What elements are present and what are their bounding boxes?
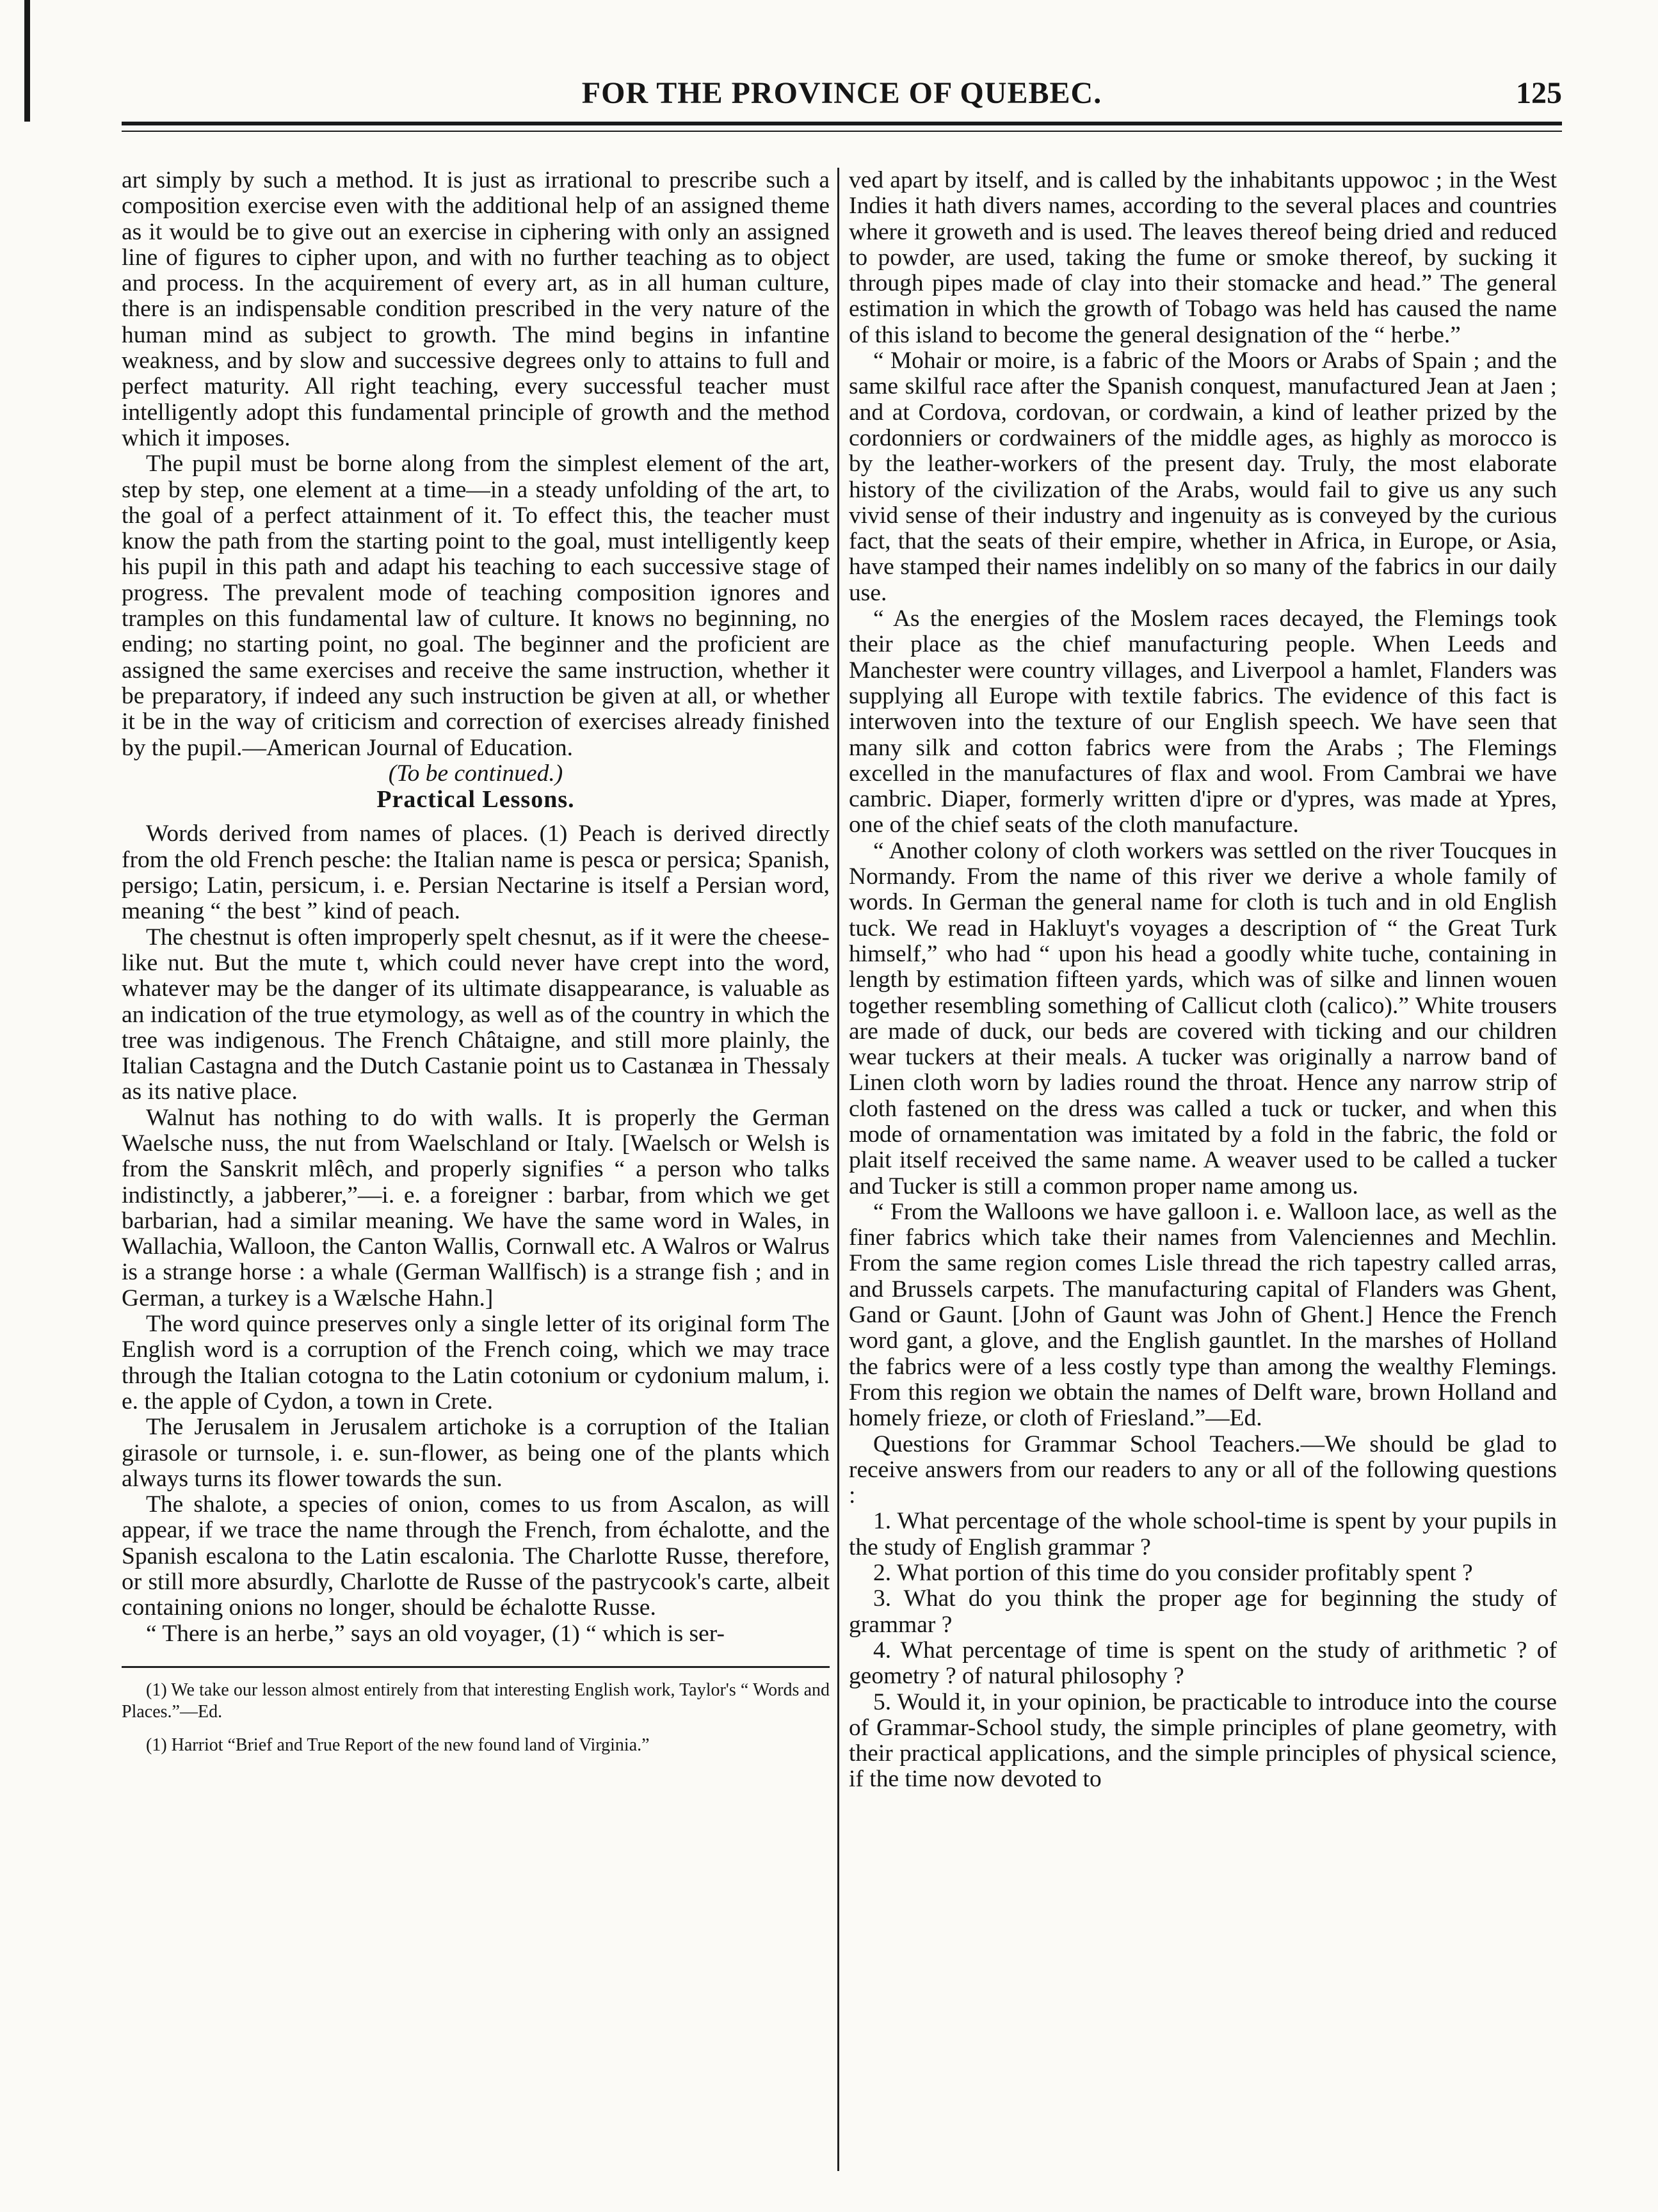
question-item: 2. What portion of this time do you consider profitably spent ?: [873, 1560, 1473, 1587]
paragraph: The word quince preserves only a single letter of its original form The English word is a corruption of the French coing, which we may trace through the Italian cotogna to the Latin cotonium or cydonium malum, i. e. the apple of Cydon, a town in Crete.: [122, 1311, 830, 1415]
right-column: [849, 168, 1557, 1793]
continued-note: (To be continued.): [388, 760, 563, 787]
paragraph: “ Another colony of cloth workers was settled on the river Toucques in Normandy. From the name of this river we derive a whole family of words. In German the general name for cloth is tuch and in old English tuck. We read in Hakluyt's voyages a description of “ the Great Turk himself,” who had “ upon his head a goodly white tuche, containing in length by estimation fifteen yards, which was of silke and linnen wouen together resembling something of Callicut cloth (calico).” White trousers are made of duck, our beds are covered with ticking and our children wear tuckers at their meals. A tucker was originally a narrow band of Linen cloth worn by ladies round the throat. Hence any narrow strip of cloth fastened on the dress was called a tuck or tucker, and when this mode of ornamentation was imitated by a fold in the fabric, the fold or plait itself received the same name. A weaver used to be called a tucker and Tucker is still a common proper name among us.: [849, 837, 1557, 1199]
paragraph: “ From the Walloons we have galloon i. e. Walloon lace, as well as the finer fabrics which take their names from Valenciennes and Mechlin. From the same region comes Lisle thread the rich tapestry called arras, and Brussels carpets. The manufacturing capital of Flanders was Ghent, Gand or Gaunt. [John of Gaunt was John of Ghent.] Hence the French word gant, a glove, and the English gauntlet. In the marshes of Holland the fabrics were of a less costly type than among the wealthy Flemings. From this region we obtain the names of Delft ware, brown Holland and homely frieze, or cloth of Friesland.”—Ed.: [849, 1198, 1557, 1432]
page-number: 125: [1516, 76, 1562, 110]
paragraph: The chestnut is often improperly spelt chesnut, as if it were the cheese-like nut. But the mute t, which could never have crept into the word, whatever may be the danger of its ultimate disappearance, is valuable as an indication of the true etymology, as well as of the country in which the tree was indigenous. The French Châtaigne, and still more plainly, the Italian Castagna and the Dutch Castanie point us to Castanæa in Thessaly as its native place.: [122, 924, 830, 1105]
header-rule-thin: [122, 131, 1562, 132]
question-item: 4. What percentage of time is spent on the study of arithmetic ? of geometry ? of natural philosophy ?: [849, 1637, 1557, 1690]
paragraph: The pupil must be borne along from the simplest element of the art, step by step, one element at a time—in a steady unfolding of the art, to the goal of a perfect attainment of it. To effect this, the teacher must know the path from the starting point to the goal, must intelligently keep his pupil in this path and adapt his teaching to each successive stage of progress. The prevalent mode of teaching composition ignores and tramples on this fundamental law of culture. It knows no beginning, no ending; no starting point, no goal. The beginner and the proficient are assigned the same exercises and receive the same instruction, whether it be preparatory, if indeed any such instruction be given at all, or whether it be in the way of criticism and correction of exercises already finished by the pupil.—American Journal of Education.: [122, 451, 830, 761]
paragraph: Walnut has nothing to do with walls. It is properly the German Waelsche nuss, the nut from Waelschland or Italy. [Waelsch or Welsh is from the Sanskrit mlêch, and properly signifies “ a person who talks indistinctly, a jabberer,”—i. e. a foreigner : barbar, from which we get barbarian, had a similar meaning. We have the same word in Wales, in Wallachia, Walloon, the Canton Wallis, Cornwall etc. A Walros or Walrus is a strange horse : a whale (German Wallfisch) is a strange fish ; and in German, a turkey is a Wælsche Hahn.]: [122, 1104, 830, 1311]
paragraph: ved apart by itself, and is called by the inhabitants uppowoc ; in the West Indies it hath divers names, according to the several places and countries where it groweth and is used. The leaves thereof being dried and reduced to powder, are used, taking the fume or smoke thereof, by sucking it through pipes made of clay into their stomacke and head.” The general estimation in which the growth of Tobago was held has caused the name of this island to become the general designation of the “ herbe.”: [849, 167, 1557, 348]
question-item: 3. What do you think the proper age for beginning the study of grammar ?: [849, 1585, 1557, 1638]
page-header: [122, 76, 1562, 120]
section-heading: Practical Lessons.: [376, 786, 575, 813]
paragraph: The shalote, a species of onion, comes to us from Ascalon, as will appear, if we trace the name through the French, from échalotte, and the Spanish escalona to the Latin escalonia. The Charlotte Russe, therefore, or still more absurdly, Charlotte de Russe of the pastrycook's carte, albeit containing onions no longer, should be échalotte Russe.: [122, 1491, 830, 1621]
footnote-rule: [122, 1666, 830, 1668]
margin-bar: [24, 0, 30, 122]
column-divider: [837, 168, 839, 2171]
question-item: 1. What percentage of the whole school-time is spent by your pupils in the study of English grammar ?: [849, 1508, 1557, 1560]
header-rule: [122, 122, 1562, 125]
paragraph: “ Mohair or moire, is a fabric of the Moors or Arabs of Spain ; and the same skilful race after the Spanish conquest, manufactured Jean at Jaen ; and at Cordova, cordovan, or cordwain, a kind of leather prized by the cordonniers or cordwainers of the middle ages, as highly as morocco is by the leather-workers of the present day. Truly, the most elaborate history of the civilization of the Arabs, would fail to give us any such vivid sense of their industry and ingenuity as is conveyed by the curious fact, that the seats of their empire, whether in Africa, in Europe, or Asia, have stamped their names indelibly on so many of the fabrics in our daily use.: [849, 348, 1557, 606]
paragraph: “ There is an herbe,” says an old voyager, (1) “ which is ser-: [146, 1620, 725, 1647]
paragraph: Questions for Grammar School Teachers.—We should be glad to receive answers from our readers to any or all of the following questions :: [849, 1431, 1557, 1509]
footnote: (1) We take our lesson almost entirely from that interesting English work, Taylor's “ Words and Places.”—Ed.: [122, 1679, 830, 1722]
question-item: 5. Would it, in your opinion, be practicable to introduce into the course of Grammar-School study, the simple principles of plane geometry, with their practical applications, and the simple principles of physical science, if the time now devoted to: [849, 1688, 1557, 1793]
paragraph: “ As the energies of the Moslem races decayed, the Flemings took their place as the chief manufacturing people. When Leeds and Manchester were country villages, and Liverpool a hamlet, Flanders was supplying all Europe with textile fabrics. The evidence of this fact is interwoven into the texture of our English speech. We have seen that many silk and cotton fabrics were from the Arabs ; The Flemings excelled in the manufactures of flax and wool. From Cambrai we have cambric. Diaper, formerly written d'ipre or d'ypres, was made at Ypres, one of the chief seats of the cloth manufacture.: [849, 605, 1557, 838]
paragraph: art simply by such a method. It is just as irrational to prescribe such a composition exercise even with the additional help of an assigned theme as it would be to give out an exercise in ciphering with only an assigned line of figures to cipher upon, and with no further teaching as to object and process. In the acquirement of every art, as in all human culture, there is an indispensable condition prescribed in the very nature of the human mind as subject to growth. The mind begins in infantine weakness, and by slow and successive degrees only to attains to full and perfect maturity. All right teaching, every successful teacher must intelligently adopt this fundamental principle of growth and the method which it imposes.: [122, 167, 830, 451]
running-title: FOR THE PROVINCE OF QUEBEC.: [581, 76, 1102, 110]
paragraph: Words derived from names of places. (1) Peach is derived directly from the old French pesche: the Italian name is pesca or persica; Spanish, persigo; Latin, persicum, i. e. Persian Nectarine is itself a Persian word, meaning “ the best ” kind of peach.: [122, 821, 830, 925]
left-column: [122, 168, 830, 1756]
footnote: (1) Harriot “Brief and True Report of the new found land of Virginia.”: [146, 1735, 650, 1755]
paragraph: The Jerusalem in Jerusalem artichoke is a corruption of the Italian girasole or turnsole, i. e. sun-flower, as being one of the plants which always turns its flower towards the sun.: [122, 1414, 830, 1492]
